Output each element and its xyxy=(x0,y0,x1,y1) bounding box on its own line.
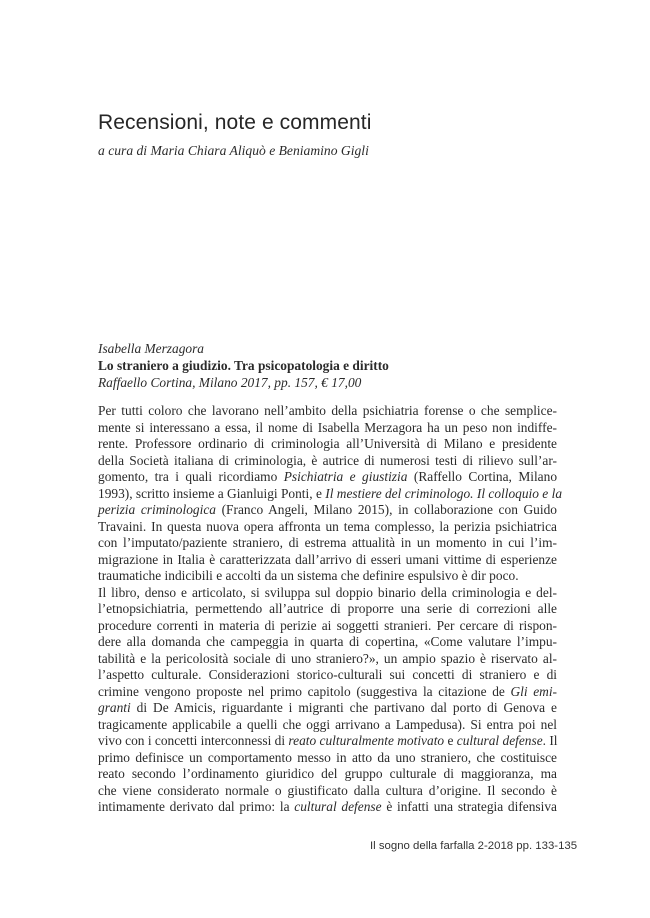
page-footer-citation: Il sogno della farfalla 2-2018 pp. 133-135 xyxy=(370,840,578,852)
text-run: e xyxy=(444,733,457,748)
text-run: di De Amicis, riguardante i migranti che partivano dal porto di Genova e xyxy=(130,700,557,715)
text-run: primo definisce un comportamento messo in atto da uno straniero, che costituisce xyxy=(98,749,557,765)
text-run: l’aspetto culturale. Considerazioni storico-culturali sui concetti di straniero e di xyxy=(98,667,557,682)
text-run: Il libro, denso e articolato, si sviluppa sul doppio binario della criminologia e del- xyxy=(98,584,557,600)
body-text-line xyxy=(98,568,557,585)
review-header xyxy=(98,340,389,391)
italic-title-ref: reato culturalmente motivato xyxy=(288,733,445,748)
book-title: Lo straniero a giudizio. Tra psicopatologia e diritto xyxy=(98,358,389,373)
text-run: reato secondo l’ordinamento giuridico del gruppo culturale di maggioranza, ma xyxy=(98,766,557,781)
body-text-line xyxy=(98,519,557,536)
body-text-line xyxy=(98,684,557,701)
text-run: Travaini. In questa nuova opera affronta un tema complesso, la perizia psichiatrica xyxy=(98,518,557,534)
text-run: . Il xyxy=(542,733,558,748)
book-author: Isabella Merzagora xyxy=(98,341,205,356)
text-run: Per tutti coloro che lavorano nell’ambito della psichiatria forense o che semplice- xyxy=(98,403,557,418)
text-run: (Franco Angeli, Milano 2015), in collaborazione con Guido xyxy=(215,502,557,517)
body-text-line xyxy=(98,535,557,552)
text-run: gomento, tra i quali ricordiamo xyxy=(98,469,284,484)
body-text-line xyxy=(98,469,557,486)
text-run: crimine vengono proposte nel primo capitolo (suggestiva la citazione de xyxy=(98,683,511,699)
text-run: (Raffello Cortina, Milano xyxy=(407,469,558,484)
body-text-line xyxy=(98,453,557,470)
body-text-line xyxy=(98,403,557,420)
text-run: intimamente derivato dal primo: la xyxy=(98,799,295,814)
text-run: è infatti una strategia difensiva xyxy=(381,799,558,814)
text-run: tragicamente applicabile a quelli che oggi arrivano a Lampedusa). Si entra poi nel xyxy=(98,716,557,732)
text-run: vivo con i concetti interconnessi di xyxy=(98,733,289,748)
italic-title-ref: Psichiatria e giustizia xyxy=(283,469,408,484)
italic-title-ref: cultural defense xyxy=(456,733,543,748)
text-run: l’etnopsichiatria, permettendo all’autrice di proporre una serie di correzioni alle xyxy=(98,601,557,616)
book-publication-info: Raffaello Cortina, Milano 2017, pp. 157, € 17,00 xyxy=(98,375,362,390)
body-text-line xyxy=(98,436,557,453)
body-text-line xyxy=(98,667,557,684)
body-text-line xyxy=(98,799,557,816)
body-text-line xyxy=(98,618,557,635)
text-run: traumatiche indicibili e accolti da un sistema che definire espulsivo è dir poco. xyxy=(98,568,519,583)
text-run: 1993), scritto insieme a Gianluigi Ponti, e xyxy=(98,485,326,501)
body-text-line xyxy=(98,766,557,783)
body-text-line xyxy=(98,783,557,800)
body-text-line xyxy=(98,420,557,437)
italic-title-ref: granti xyxy=(98,700,131,715)
body-text-line xyxy=(98,585,557,602)
text-run: con l’imputato/paziente straniero, di estrema attualità in un momento in cui l’im- xyxy=(98,535,557,550)
review-body xyxy=(98,403,563,816)
italic-title-ref: cultural defense xyxy=(294,799,382,814)
text-run: tabilità e la pericolosità sociale di uno straniero?», un ampio spazio è riservato al- xyxy=(98,650,557,666)
body-text-line xyxy=(98,700,557,717)
body-text-line xyxy=(98,634,557,651)
italic-title-ref: perizia criminologica xyxy=(98,502,216,517)
editors-line: a cura di Maria Chiara Aliquò e Beniamino Gigli xyxy=(98,143,369,158)
text-run: mente si interessano a essa, il nome di Isabella Merzagora ha un peso non indiffe- xyxy=(98,419,557,435)
italic-title-ref: Gli emi- xyxy=(510,683,557,699)
body-text-line xyxy=(98,502,557,519)
body-text-line xyxy=(98,601,557,618)
body-text-line xyxy=(98,717,557,734)
body-text-line xyxy=(98,552,557,569)
body-text-line xyxy=(98,485,563,503)
text-run: migrazione in Italia è caratterizzata dall’arrivo di esseri umani vittime di esperienze xyxy=(98,551,557,567)
body-text-line xyxy=(98,750,557,767)
section-title: Recensioni, note e commenti xyxy=(98,111,372,134)
text-run: della Società italiana di criminologia, è autrice di numerosi testi di rilievo sull’ar- xyxy=(98,452,557,468)
text-run: dere alla domanda che campeggia in quarta di copertina, «Come valutare l’impu- xyxy=(98,634,557,649)
italic-title-ref: Il mestiere del criminologo. Il colloquio e la xyxy=(325,485,563,501)
text-run: rente. Professore ordinario di criminologia all’Università di Milano e presidente xyxy=(98,436,557,451)
body-text-line xyxy=(98,651,557,668)
text-run: procedure correnti in materia di perizie ai soggetti stranieri. Per cercare di rispon- xyxy=(98,617,557,633)
text-run: che viene considerato normale o giustificato dalla cultura d’origine. Il secondo è xyxy=(98,782,557,798)
body-text-line xyxy=(98,733,557,750)
